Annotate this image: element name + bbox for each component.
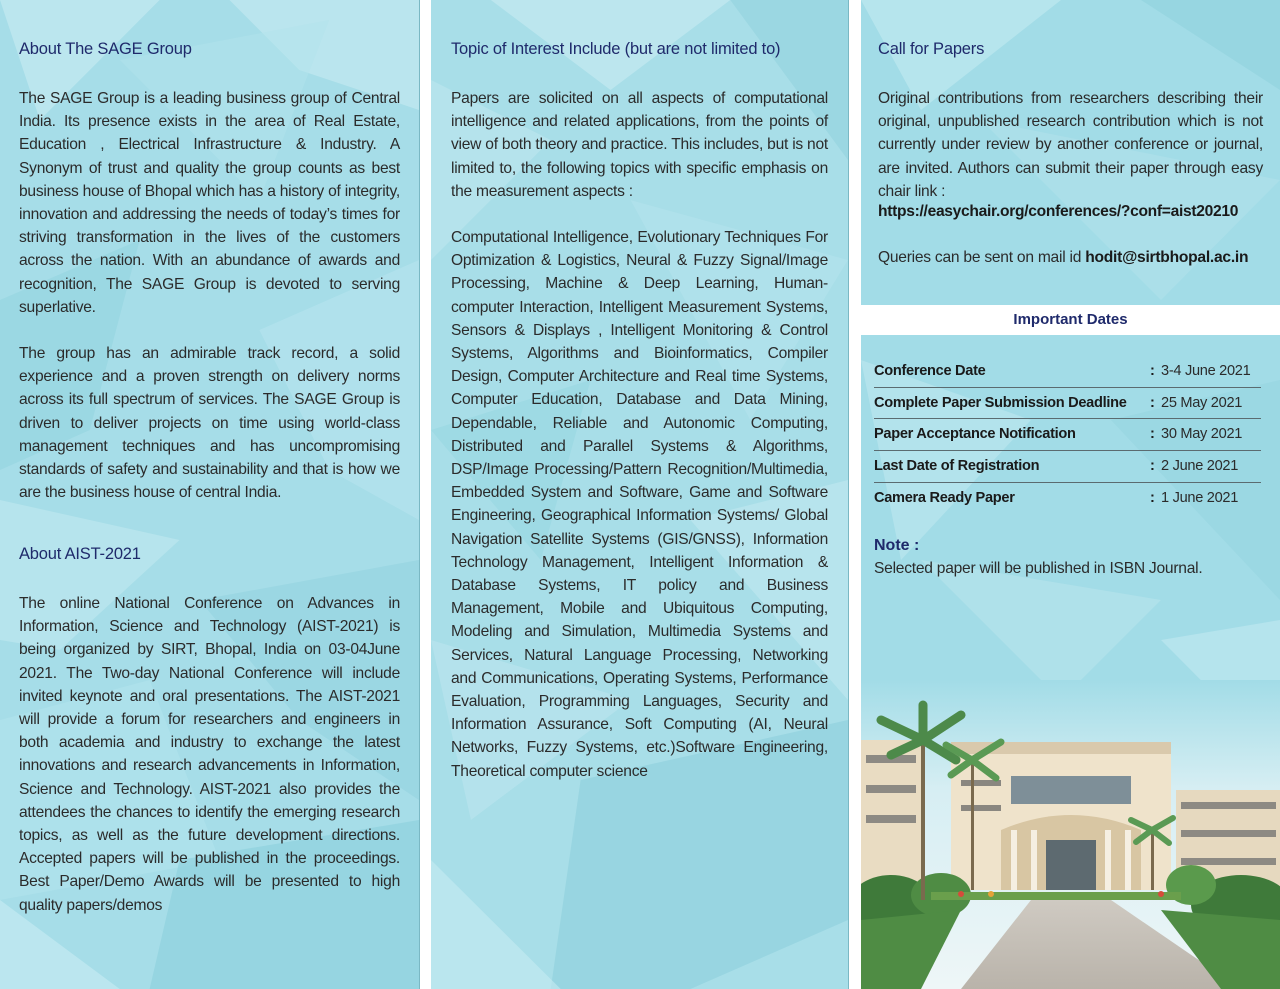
date-value: 2 June 2021: [1161, 458, 1239, 475]
important-dates-heading: Important Dates: [861, 305, 1280, 335]
topics-panel: [431, 0, 849, 989]
call-panel: [861, 0, 1280, 989]
important-dates-table: [874, 356, 1261, 514]
date-label: Paper Acceptance Notification: [874, 426, 1076, 443]
queries-line: [878, 249, 1248, 267]
date-row: [874, 356, 1261, 388]
date-separator: :: [1150, 394, 1155, 411]
date-label: Complete Paper Submission Deadline: [874, 394, 1127, 411]
date-row: [874, 483, 1261, 515]
easychair-link[interactable]: https://easychair.org/conferences/?conf=aist20210: [878, 203, 1239, 220]
note-heading: Note :: [874, 537, 920, 554]
date-value: 30 May 2021: [1161, 426, 1243, 443]
date-value: 1 June 2021: [1161, 489, 1239, 506]
date-value: 25 May 2021: [1161, 394, 1243, 411]
date-label: Last Date of Registration: [874, 458, 1040, 475]
topics-heading: Topic of Interest Include (but are not limited to): [451, 40, 781, 58]
date-value: 3-4 June 2021: [1161, 363, 1251, 379]
call-body: Original contributions from researchers describing their original, unpublished research contribution which is not currently under review by another conference or journal, are invited. Authors can submit their paper through easy chair link :: [878, 90, 1263, 200]
aist-heading: About AIST-2021: [19, 545, 141, 563]
note-text: Selected paper will be published in ISBN Journal.: [874, 560, 1203, 577]
date-label: Camera Ready Paper: [874, 489, 1015, 506]
date-separator: :: [1150, 489, 1155, 506]
date-label: Conference Date: [874, 363, 986, 379]
sage-heading: About The SAGE Group: [19, 40, 192, 58]
topics-list: Computational Intelligence, Evolutionary Techniques For Optimization & Logistics, Neural & Fuzzy Signal/Image Processing, Machine & Deep Learning, Human-computer Interaction, Intelligent Measurement Systems, Sensors & Displays , Intelligent Monitoring & Control Systems, Algorithms and Bioinformatics, Compiler Design, Computer Architecture and Real time Systems, Computer Education, Database and Data Mining, Dependable, Reliable and Autonomic Computing, Distributed and Parallel Systems & Algorithms, DSP/Image Processing/Pattern Recognition/Multimedia, Embedded System and Software, Game and Software Engineering, Geographical Information Systems/ Global Navigation Satellite Systems (GIS/GNSS), Information Technology Management, Intelligent Information & Database Systems, IT policy and Business Management, Mobile and Ubiquitous Computing, Modeling and Simulation, Multimedia Systems and Services, Natural Language Processing, Networking and Communications, Operating Systems, Performance Evaluation, Programming Languages, Security and Information Assurance, Soft Computing (AI, Neural Networks, Fuzzy Systems, etc.)Software Engineering, Theoretical computer science: [451, 229, 828, 780]
date-separator: :: [1150, 426, 1155, 443]
date-row: [874, 451, 1261, 483]
date-row: [874, 419, 1261, 451]
call-heading: Call for Papers: [878, 40, 985, 58]
sage-paragraph-2: The group has an admirable track record, a solid experience and a proven strength on delivery norms across its full spectrum of services. The SAGE Group is driven to deliver projects on time using world-class management techniques and has uncompromising standards of safety and sustainability and that is how we are the business house of central India.: [19, 345, 400, 502]
date-row: [874, 388, 1261, 420]
topics-intro: Papers are solicited on all aspects of computational intelligence and related applications, from the points of view of both theory and practice. This includes, but is not limited to, the following topics with specific emphasis on the measurement aspects :: [451, 90, 828, 200]
date-separator: :: [1150, 458, 1155, 475]
about-panel: [0, 0, 420, 989]
queries-prefix: Queries can be sent on mail id: [878, 249, 1082, 266]
sage-paragraph-1: The SAGE Group is a leading business group of Central India. Its presence exists in the area of Real Estate, Education , Electrical Infrastructure & Industry. A Synonym of trust and quality the group counts as best business house of Bhopal which has a history of integrity, innovation and addressing the needs of today’s times for striving transformation in the lives of the customers across the nation. With an abundance of awards and recognition, The SAGE Group is devoted to serving superlative.: [19, 90, 400, 316]
contact-email[interactable]: hodit@sirtbhopal.ac.in: [1085, 249, 1249, 266]
campus-photo: [861, 680, 1280, 989]
date-separator: :: [1150, 363, 1155, 379]
aist-paragraph: The online National Conference on Advances in Information, Science and Technology (AIST-2021) is being organized by SIRT, Bhopal, India on 03-04June 2021. The Two-day National Conference will include invited keynote and oral presentations. The AIST-2021 will provide a forum for researchers and engineers in both academia and industry to exchange the latest innovations and research advancements in Information, Science and Technology. AIST-2021 also provides the attendees the chances to identify the emerging research topics, as well as the future development directions. Accepted papers will be published in the proceedings. Best Paper/Demo Awards will be presented to high quality papers/demos: [19, 595, 400, 914]
